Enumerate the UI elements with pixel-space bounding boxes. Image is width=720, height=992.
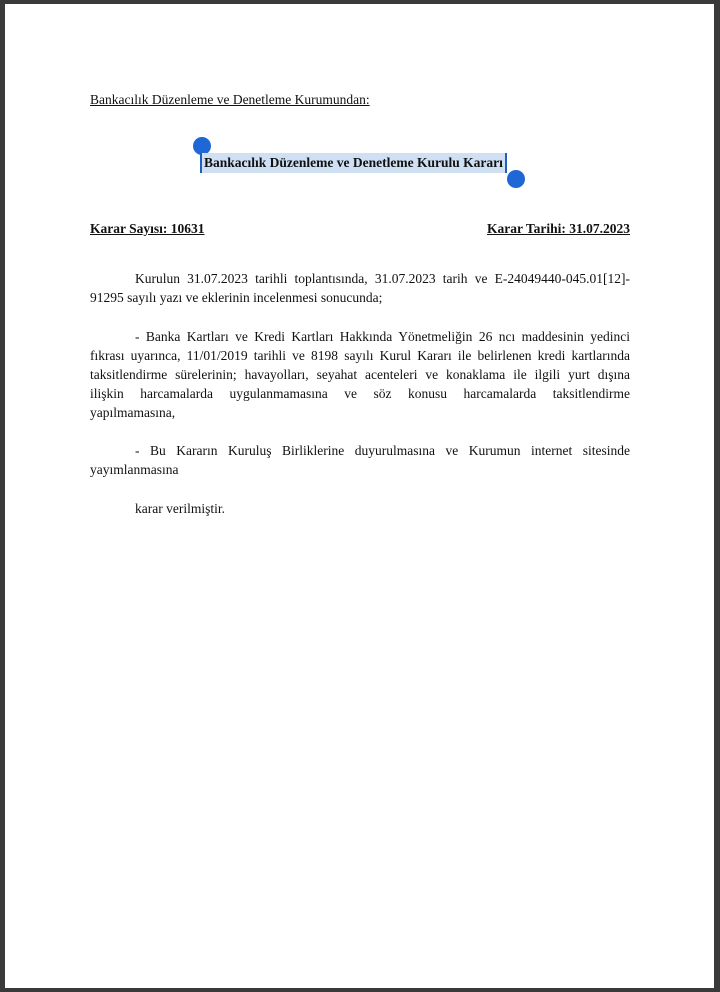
decision-title[interactable]: Bankacılık Düzenleme ve Denetleme Kurulu Kararı <box>200 153 507 173</box>
decision-number: Karar Sayısı: 10631 <box>90 221 205 236</box>
text-line: ilişkin harcamalarda uygulanmamasına ve söz konusu harcamalarda taksitlendirme <box>90 386 630 401</box>
text-line: fıkrası uyarınca, 11/01/2019 tarihli ve 8198 sayılı Kurul Kararı ile belirlenen kredi kartlarında <box>90 348 630 363</box>
text-line: 91295 sayılı yazı ve eklerinin incelenmesi sonucunda; <box>90 290 383 305</box>
text-line: Kurulun 31.07.2023 tarihli toplantısında, 31.07.2023 tarih ve E-24049440-045.01[12]- <box>135 271 630 286</box>
decision-date: Karar Tarihi: 31.07.2023 <box>486 221 630 236</box>
text-line: yayımlanmasına <box>90 462 179 477</box>
text-line: - Banka Kartları ve Kredi Kartları Hakkında Yönetmeliğin 26 ncı maddesinin yedinci <box>135 329 630 344</box>
paragraph-intro <box>90 269 630 307</box>
issuing-authority: Bankacılık Düzenleme ve Denetleme Kurumundan: <box>90 92 370 107</box>
text-line: taksitlendirme sürelerinin; havayolları, seyahat acenteleri ve konaklama ile ilgili yurt dışına <box>90 367 630 382</box>
paragraph-installments <box>90 327 630 422</box>
text-line: - Bu Kararın Kuruluş Birliklerine duyurulmasına ve Kurumun internet sitesinde <box>135 443 630 458</box>
selection-end-handle[interactable] <box>507 170 525 188</box>
paragraph-closing <box>90 499 630 518</box>
title-selection[interactable] <box>200 153 507 173</box>
document-page <box>5 4 714 988</box>
text-line: yapılmamasına, <box>90 405 176 420</box>
closing-text: karar verilmiştir. <box>135 501 225 516</box>
paragraph-announcement <box>90 441 630 479</box>
